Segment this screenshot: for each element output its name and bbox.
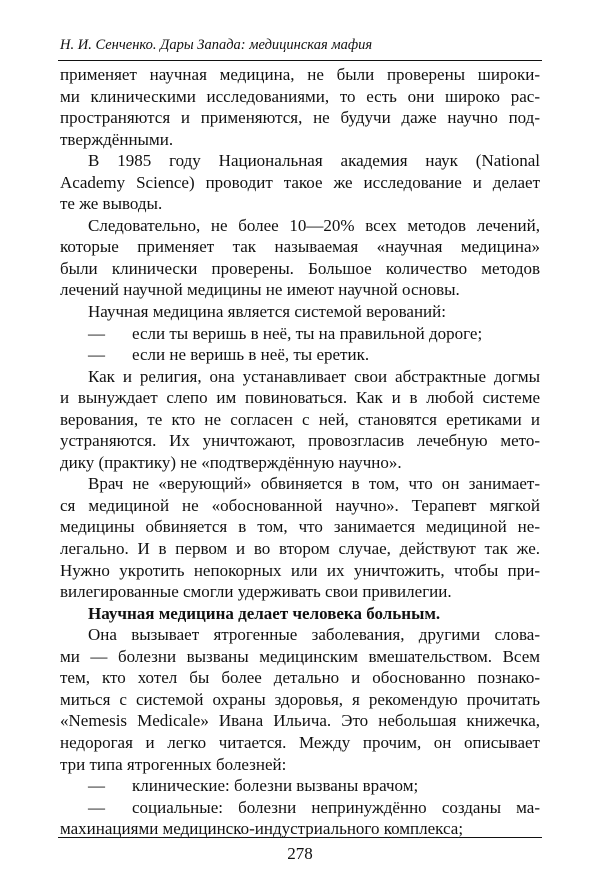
text-line: Она вызывает ятрогенные заболевания, другими слова- (88, 625, 540, 645)
list-item (60, 775, 540, 797)
running-head: Н. И. Сенченко. Дары Запада: медицинская мафия (60, 37, 373, 53)
text-line: Научная медицина является системой верований: (88, 302, 446, 322)
text-line: легально. И в первом и во втором случае, действуют так же. (60, 539, 540, 559)
text-line: недорогая и легко читается. Между прочим, он описывает (60, 732, 540, 752)
text-line: дику (практику) не «подтверждённую научно». (60, 452, 402, 472)
section-heading: Научная медицина делает человека больным. (88, 603, 441, 623)
text-line: миться с системой охраны здоровья, я рекомендую прочитать (60, 689, 540, 709)
text-line: тверждёнными. (60, 129, 174, 149)
list-item-text: клинические: болезни вызваны врачом; (132, 776, 419, 796)
text-line: три типа ятрогенных болезней: (60, 754, 287, 774)
text-line: тем, кто хотел бы более детально и обоснованно познако- (60, 668, 540, 688)
text-line: были клинически проверены. Большое количество методов (60, 258, 540, 278)
text-line: Следовательно, не более 10—20% всех методов лечений, (88, 215, 540, 235)
list-dash: — (88, 345, 105, 365)
text-line: Academy Science) проводит такое же исследование и делает (60, 172, 540, 192)
text-line: ми — болезни вызваны медицинским вмешательством. Всем (60, 646, 540, 666)
text-line: Врач не «верующий» обвиняется в том, что он занимает- (88, 474, 540, 494)
list-item (60, 323, 540, 345)
text-line: ми клиническими исследованиями, то есть они широко рас- (60, 86, 540, 106)
page-number: 278 (287, 844, 313, 863)
body-text (60, 64, 540, 840)
footer-rule (58, 837, 542, 838)
list-item-text: если не веришь в неё, ты еретик. (132, 345, 370, 365)
text-line: вилегированные смогли удерживать свои привилегии. (60, 582, 452, 602)
text-line: пространяются и применяются, не будучи даже научно под- (60, 108, 540, 128)
text-line: применяет научная медицина, не были проверены широки- (60, 65, 540, 84)
list-dash: — (88, 776, 105, 796)
text-line: ся медициной не «обоснованной научно». Терапевт мягкой (60, 495, 540, 515)
text-line: верования, те кто не согласен с ней, становятся еретиками и (60, 409, 540, 429)
text-line: Как и религия, она устанавливает свои абстрактные догмы (88, 366, 540, 386)
text-line: и вынуждает слепо им повиноваться. Как и в любой системе (60, 388, 540, 408)
list-item (60, 797, 540, 819)
text-line: лечений научной медицины не имеют научной основы. (60, 280, 460, 300)
list-dash: — (88, 797, 105, 817)
text-line: те же выводы. (60, 194, 163, 214)
list-dash: — (88, 323, 105, 343)
text-line: медицины обвиняется в том, что занимается медициной не- (60, 517, 540, 537)
text-line: которые применяет так называемая «научная медицина» (60, 237, 540, 257)
text-line: устраняются. Их уничтожают, провозгласив лечебную мето- (60, 431, 540, 451)
header-rule (58, 60, 542, 61)
list-item (60, 344, 540, 366)
text-line: «Nemesis Medicale» Ивана Ильича. Это небольшая книжечка, (60, 711, 540, 731)
text-line: В 1985 году Национальная академия наук (National (88, 151, 540, 171)
list-item-text: социальные: болезни непринуждённо созданы ма- (132, 797, 540, 817)
list-item-text: если ты веришь в неё, ты на правильной дороге; (132, 323, 483, 343)
text-line: махинациями медицинско-индустриального комплекса; (60, 819, 464, 839)
text-line: Нужно укротить непокорных или их уничтожить, чтобы при- (60, 560, 540, 580)
